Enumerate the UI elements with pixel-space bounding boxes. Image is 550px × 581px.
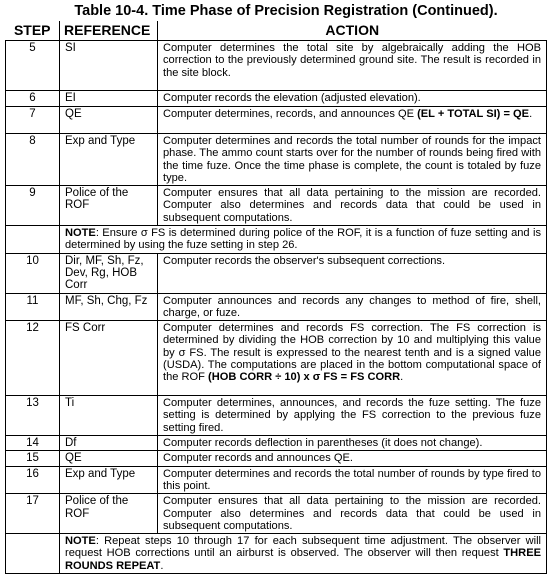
step-cell: 6 bbox=[6, 91, 60, 107]
table-header-row bbox=[6, 21, 547, 41]
reference-cell: Police of the ROF bbox=[60, 186, 158, 226]
note-cell bbox=[60, 226, 547, 254]
note-emphasis: THREE ROUNDS REPEAT bbox=[65, 547, 541, 572]
table-row bbox=[6, 321, 547, 396]
reference-cell: Exp and Type bbox=[60, 134, 158, 186]
action-cell: Computer records the elevation (adjusted elevation). bbox=[158, 91, 547, 107]
note-tail: . bbox=[160, 559, 164, 572]
step-cell: 15 bbox=[6, 451, 60, 466]
reference-cell: Ti bbox=[60, 396, 158, 436]
step-cell: 9 bbox=[6, 186, 60, 226]
action-text: Computer determines, records, and announces QE bbox=[163, 108, 418, 120]
reference-cell: Exp and Type bbox=[60, 466, 158, 494]
action-cell: Computer announces and records any changes to method of fire, shell, charge, or fuze. bbox=[158, 293, 547, 321]
action-cell: Computer records deflection in parentheses (it does not change). bbox=[158, 436, 547, 451]
step-cell: 8 bbox=[6, 134, 60, 186]
table-row bbox=[6, 494, 547, 534]
reference-cell: FS Corr bbox=[60, 321, 158, 396]
step-cell: 17 bbox=[6, 494, 60, 534]
table-row bbox=[6, 186, 547, 226]
action-cell: Computer records the observer's subsequent corrections. bbox=[158, 253, 547, 293]
action-cell: Computer ensures that all data pertaining to the mission are recorded. Computer also determines and records data that could be used in subsequent computations. bbox=[158, 494, 547, 534]
note-row bbox=[6, 534, 547, 574]
action-cell bbox=[158, 107, 547, 134]
action-cell: Computer determines, announces, and records the fuze setting. The fuze setting is determined by applying the FS correction to the previous fuze setting fired. bbox=[158, 396, 547, 436]
step-cell: 5 bbox=[6, 41, 60, 91]
reference-cell: Df bbox=[60, 436, 158, 451]
table-row bbox=[6, 91, 547, 107]
step-cell: 11 bbox=[6, 293, 60, 321]
step-cell: 16 bbox=[6, 466, 60, 494]
action-cell: Computer ensures that all data pertaining to the mission are recorded. Computer also determines and records data that could be used in subsequent computations. bbox=[158, 186, 547, 226]
action-cell: Computer determines and records the total number of rounds by type fired to this point. bbox=[158, 466, 547, 494]
note-label: NOTE bbox=[65, 227, 96, 240]
table-row bbox=[6, 466, 547, 494]
action-text: Computer determines and records FS correction. The FS correction is determined by dividing the HOB correction by 10 and multiplying this value by σ FS. The result is expressed to the nearest tenth and is a signed value (USDA). The computations are placed in the bottom computational space of the ROF bbox=[163, 322, 541, 384]
note-text: : Repeat steps 10 through 17 for each subsequent time adjustment. The observer will request HOB corrections until an airburst is observed. The observer will then request bbox=[65, 535, 541, 560]
action-formula: (EL + TOTAL SI) = QE bbox=[417, 108, 530, 120]
note-cell bbox=[60, 534, 547, 574]
reference-cell: QE bbox=[60, 107, 158, 134]
table-row bbox=[6, 396, 547, 436]
reference-cell: MF, Sh, Chg, Fz bbox=[60, 293, 158, 321]
action-cell bbox=[158, 321, 547, 396]
action-cell: Computer determines the total site by algebraically adding the HOB correction to the previously determined ground site. The result is recorded in the site block. bbox=[158, 41, 547, 91]
step-cell: 12 bbox=[6, 321, 60, 396]
table-row bbox=[6, 451, 547, 466]
note-text: : Ensure σ FS is determined during police of the ROF, it is a function of fuze setting and is determined by using the fuze setting in step 26. bbox=[65, 227, 541, 252]
header-reference: REFERENCE bbox=[60, 21, 158, 41]
registration-table bbox=[5, 21, 547, 574]
table-row bbox=[6, 253, 547, 293]
action-cell: Computer determines and records the total number of rounds for the impact phase. The ammo count starts over for the number of rounds being fired with the time fuze. Once the time phase is complete, the count is totaled by fuze type. bbox=[158, 134, 547, 186]
action-tail: . bbox=[529, 108, 533, 120]
header-action: ACTION bbox=[158, 21, 547, 41]
note-label: NOTE bbox=[65, 535, 96, 548]
table-title: Table 10-4. Time Phase of Precision Registration (Continued). bbox=[74, 3, 498, 19]
reference-cell: Dir, MF, Sh, Fz, Dev, Rg, HOB Corr bbox=[60, 253, 158, 293]
action-cell: Computer records and announces QE. bbox=[158, 451, 547, 466]
step-cell: 10 bbox=[6, 253, 60, 293]
table-row bbox=[6, 436, 547, 451]
action-tail: . bbox=[400, 371, 404, 384]
reference-cell: Police of the ROF bbox=[60, 494, 158, 534]
note-row bbox=[6, 226, 547, 254]
header-step: STEP bbox=[6, 21, 60, 41]
action-formula: (HOB CORR ÷ 10) x σ FS = FS CORR bbox=[208, 371, 401, 384]
table-row bbox=[6, 41, 547, 91]
step-cell: 7 bbox=[6, 107, 60, 134]
reference-cell: QE bbox=[60, 451, 158, 466]
table-row bbox=[6, 134, 547, 186]
note-spacer bbox=[6, 226, 60, 254]
reference-cell: EI bbox=[60, 91, 158, 107]
reference-cell: SI bbox=[60, 41, 158, 91]
table-row bbox=[6, 293, 547, 321]
table-row bbox=[6, 107, 547, 134]
note-spacer bbox=[6, 534, 60, 574]
step-cell: 13 bbox=[6, 396, 60, 436]
step-cell: 14 bbox=[6, 436, 60, 451]
